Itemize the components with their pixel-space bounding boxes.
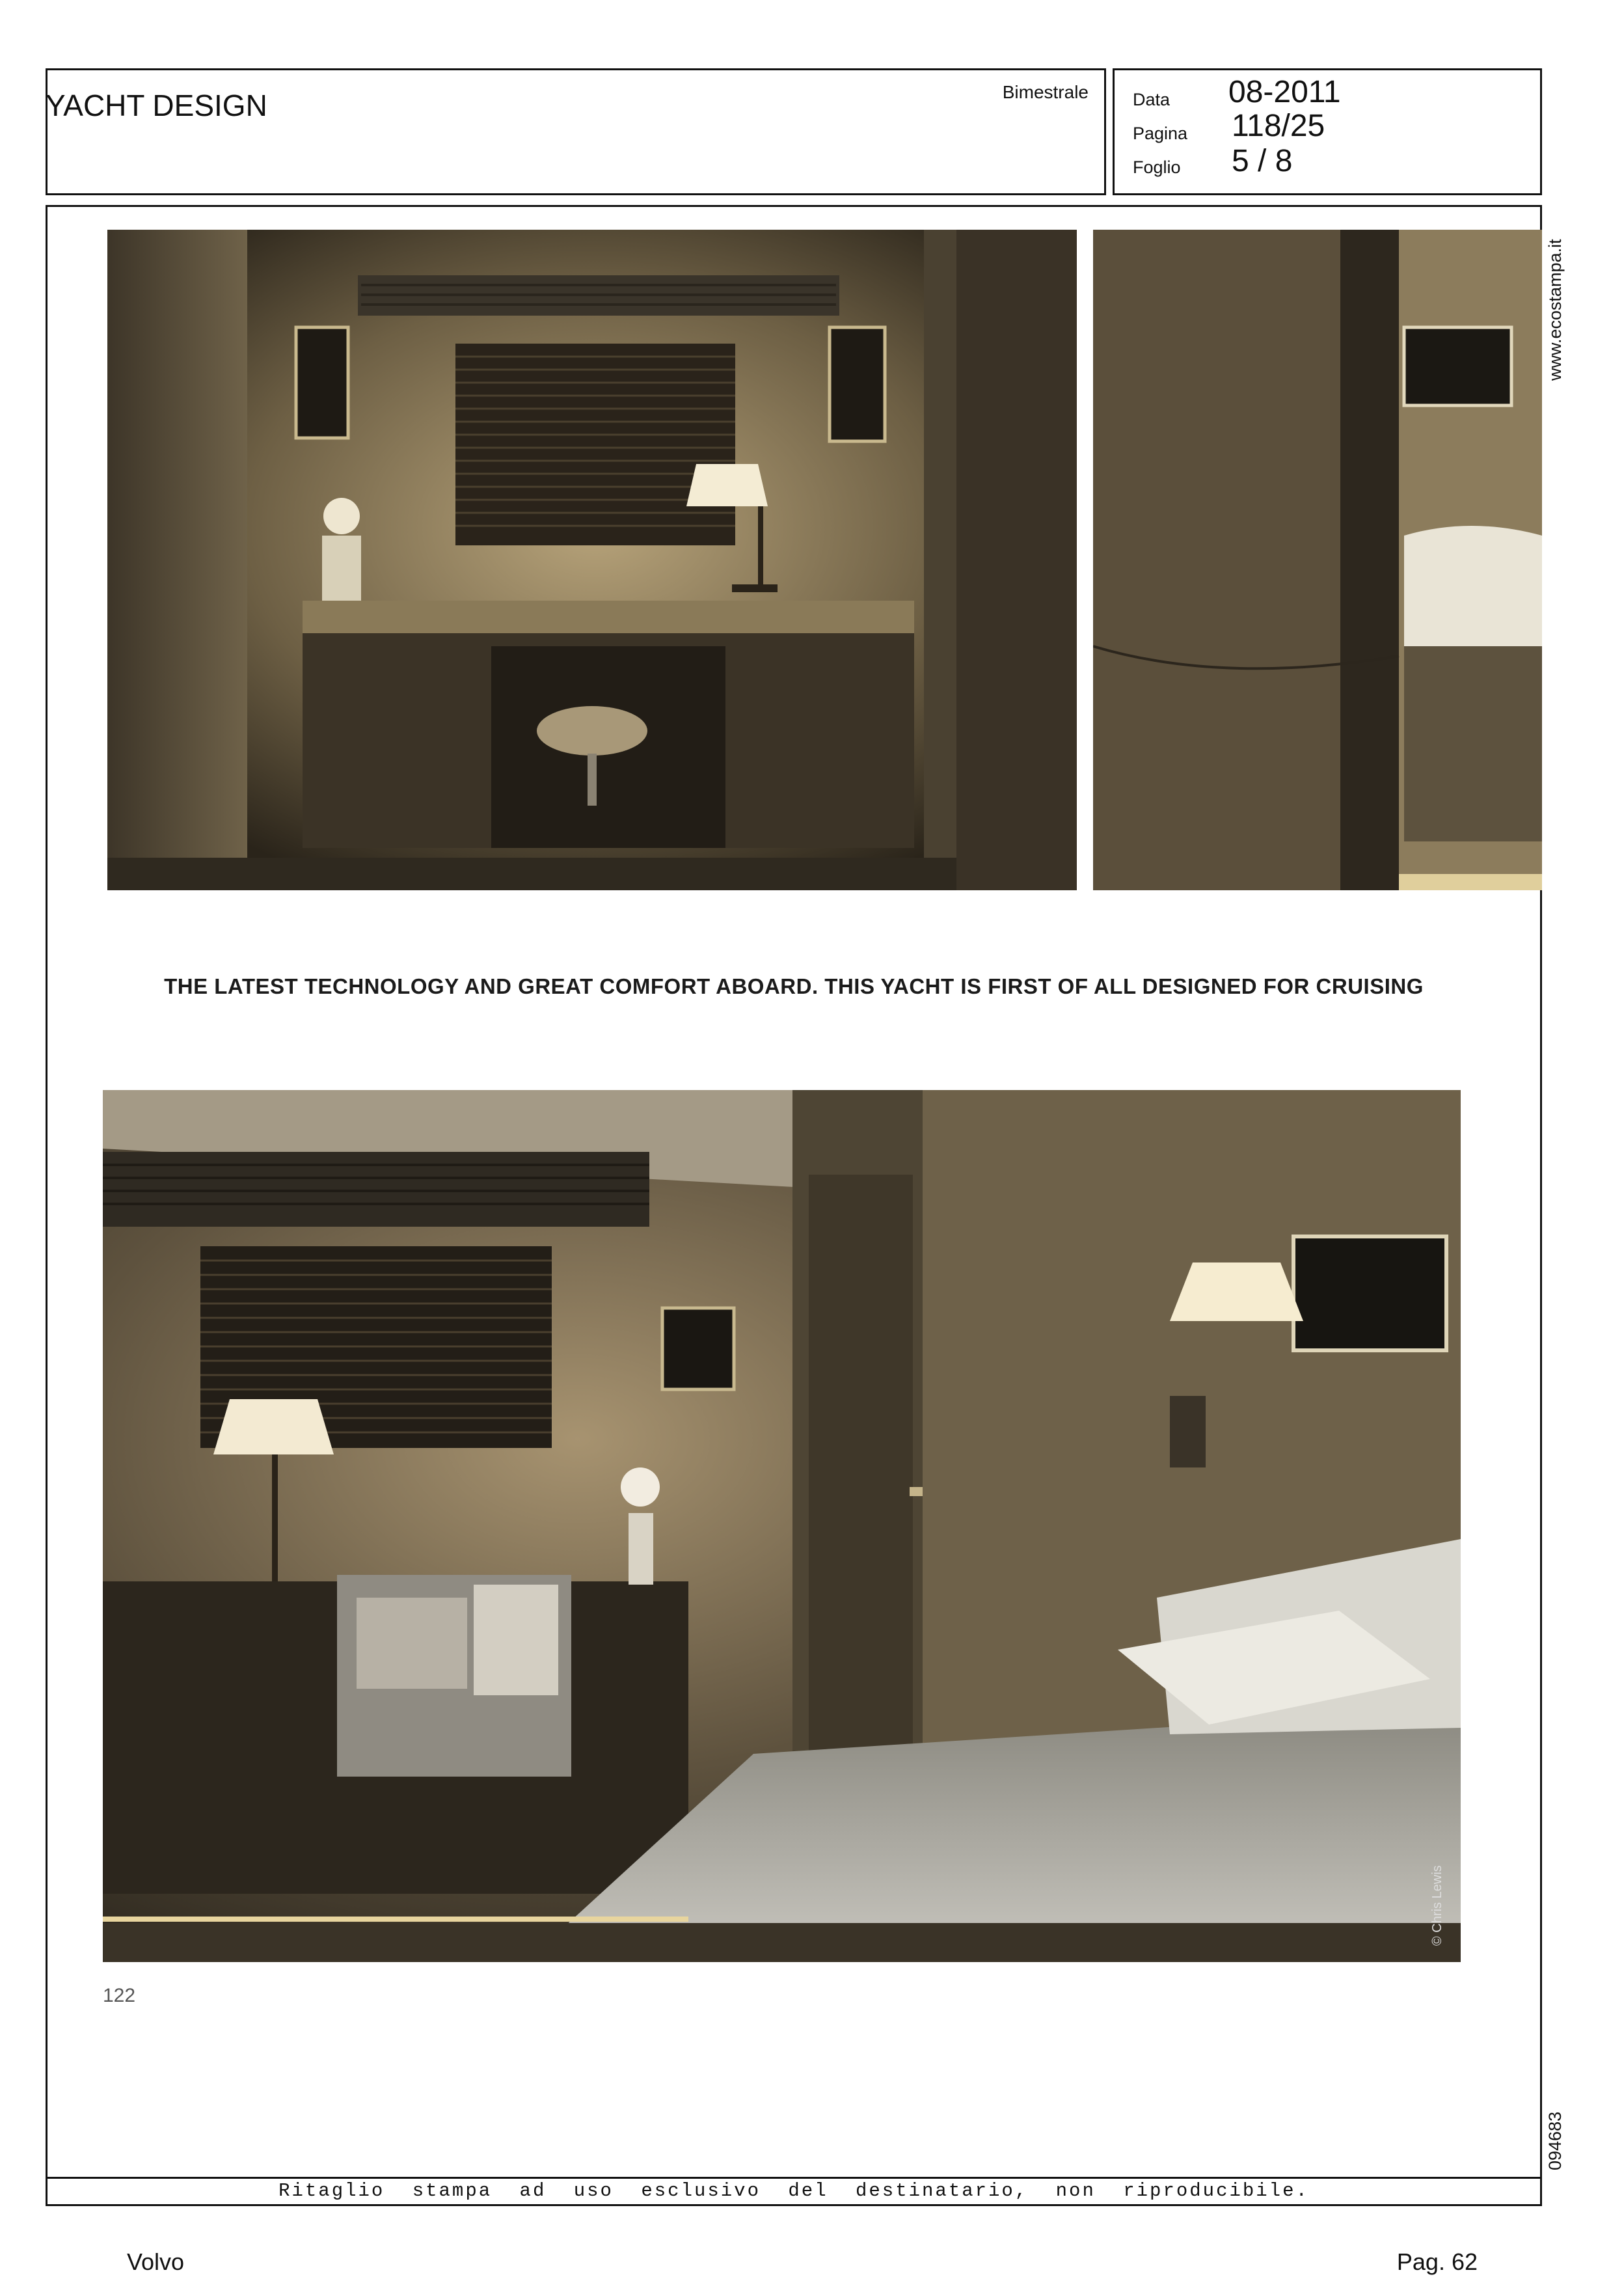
photo-credit: © Chris Lewis	[1430, 1865, 1444, 1946]
magazine-page-number: 122	[103, 1985, 136, 2006]
footer-client: Volvo	[127, 2248, 185, 2275]
date-label: Data	[1133, 90, 1171, 109]
page-value: 118/25	[1232, 109, 1325, 143]
date-value: 08-2011	[1228, 75, 1341, 109]
sheet-label: Foglio	[1133, 157, 1181, 177]
guest-cabin-illustration	[103, 1090, 1461, 1962]
clipping-note: Ritaglio stampa ad uso esclusivo del destinatario, non riproducibile.	[278, 2180, 1309, 2202]
frequency-label: Bimestrale	[1002, 82, 1089, 102]
publication-title: YACHT DESIGN	[46, 89, 267, 122]
photo-guest-cabin	[103, 1090, 1461, 1962]
clipping-footer-rule	[46, 2177, 1542, 2179]
study-desk-illustration	[107, 230, 1083, 890]
article-caption: THE LATEST TECHNOLOGY AND GREAT COMFORT ABOARD. THIS YACHT IS FIRST OF ALL DESIGNED FOR CRUISING	[164, 974, 1424, 998]
footer-page: Pag. 62	[1396, 2248, 1478, 2275]
photo-cabin-door	[1093, 230, 1542, 890]
sheet-value: 5 / 8	[1232, 144, 1293, 178]
header-meta-box	[1113, 68, 1542, 195]
website-side-text: www.ecostampa.it	[1545, 239, 1565, 381]
page-label: Pagina	[1133, 124, 1188, 143]
cabin-door-illustration	[1093, 230, 1542, 890]
photo-study-desk	[107, 230, 1083, 890]
code-side-text: 094683	[1545, 2111, 1565, 2170]
